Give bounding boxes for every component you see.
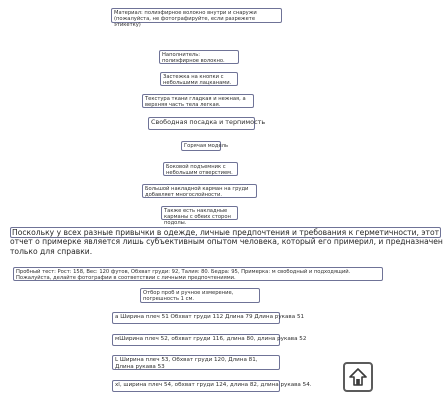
hot-model-label: Горячая модель (181, 141, 221, 151)
disclaimer-line-2: отчет о примерке является лишь субъективным опытом человека, который его примерил, и предназначен (10, 237, 443, 247)
measurement-note: Отбор проб и ручное измерение, погрешность 1 см. (140, 288, 260, 303)
fit-label: Свободная посадка и терпимость (148, 117, 255, 130)
trial-report: Пробный тест: Рост: 158, Вес: 120 футов, Обхват груди: 92, Талия: 80. Бедра: 95, Примерка: м свободный и подходящий. Пожалуйста, делайте фотографии в соответствии с личными предпочтениями. (13, 267, 383, 281)
size-row-xl: xl, ширина плеч 54, обхват груди 124, длина 82, длина рукава 54. (112, 380, 280, 392)
side-pockets-label: Также есть накладные карманы с обеих сторон подолы. (161, 206, 238, 220)
disclaimer-line-3: только для справки. (10, 246, 93, 256)
arrow-up-home-icon (348, 367, 368, 387)
filler-label: Наполнитель: полиэфирное волокно. (159, 50, 239, 64)
side-zip-label: Боковой подъемник с небольшим отверстием. (163, 162, 238, 176)
size-row-l: L Ширина плеч 53, Обхват груди 120, Длина 81, Длина рукава 53 (112, 355, 280, 370)
material-label: Материал: полиэфирное волокно внутри и снаружи (пожалуйста, не фотографируйте, если разрежете этикетку) (111, 8, 282, 23)
scroll-to-top-button[interactable] (343, 362, 373, 392)
texture-label: Текстура ткани гладкая и нежная, а верхняя часть тела легкая. (142, 94, 254, 108)
size-row-m: мШирина плеч 52, обхват груди 116, длина 80, длина рукава 52 (112, 334, 280, 346)
chest-pocket-label: Большой накладной карман на груди добавляет многослойности. (142, 184, 257, 198)
disclaimer-line-1: Поскольку у всех разные привычки в одежде, личные предпочтения и требования к герметичности, этот (12, 228, 440, 237)
size-row-s: а Ширина плеч 51 Обхват груди 112 Длина 79 Длина рукава 51 (112, 312, 280, 324)
fit-disclaimer (10, 228, 443, 256)
button-fastener-label: Застежка на кнопки с небольшими лацканами. (160, 72, 238, 86)
